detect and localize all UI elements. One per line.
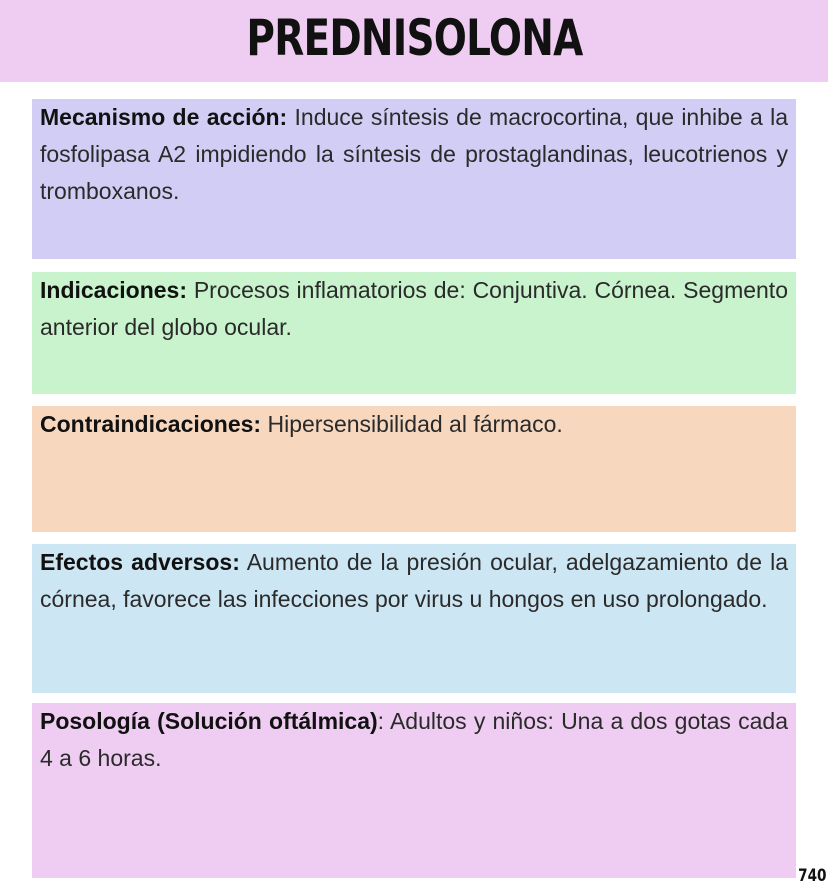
- efectos-text: Aumento de la presión ocular, adelgazamiento de la córnea, favorece las infecciones por virus u hongos en uso prolongado.: [40, 549, 789, 612]
- indicaciones-section: [32, 272, 796, 394]
- posologia-label: Posología (Solución oftálmica): [40, 708, 378, 734]
- contraindicaciones-section: [32, 406, 796, 532]
- mecanismo-label: Mecanismo de acción:: [40, 104, 288, 130]
- posologia-text: : Adultos y niños: Una a dos gotas cada 4 a 6 horas.: [40, 708, 788, 771]
- title-banner: [0, 0, 828, 82]
- mecanismo-text: Induce síntesis de macrocortina, que inhibe a la fosfolipasa A2 impidiendo la síntesis de prostaglandinas, leucotrienos y tromboxanos.: [40, 104, 788, 204]
- efectos-section: [32, 544, 796, 693]
- indicaciones-label: Indicaciones:: [40, 277, 187, 303]
- page-number: 740: [797, 866, 826, 886]
- page-title: PREDNISOLONA: [245, 9, 583, 67]
- contraindicaciones-text: Hipersensibilidad al fármaco.: [267, 411, 563, 437]
- efectos-label: Efectos adversos:: [40, 549, 240, 575]
- contraindicaciones-label: Contraindicaciones:: [40, 411, 262, 437]
- indicaciones-text: Procesos inflamatorios de: Conjuntiva. Córnea. Segmento anterior del globo ocular.: [40, 277, 788, 340]
- posologia-section: [32, 703, 796, 878]
- mecanismo-section: [32, 99, 796, 259]
